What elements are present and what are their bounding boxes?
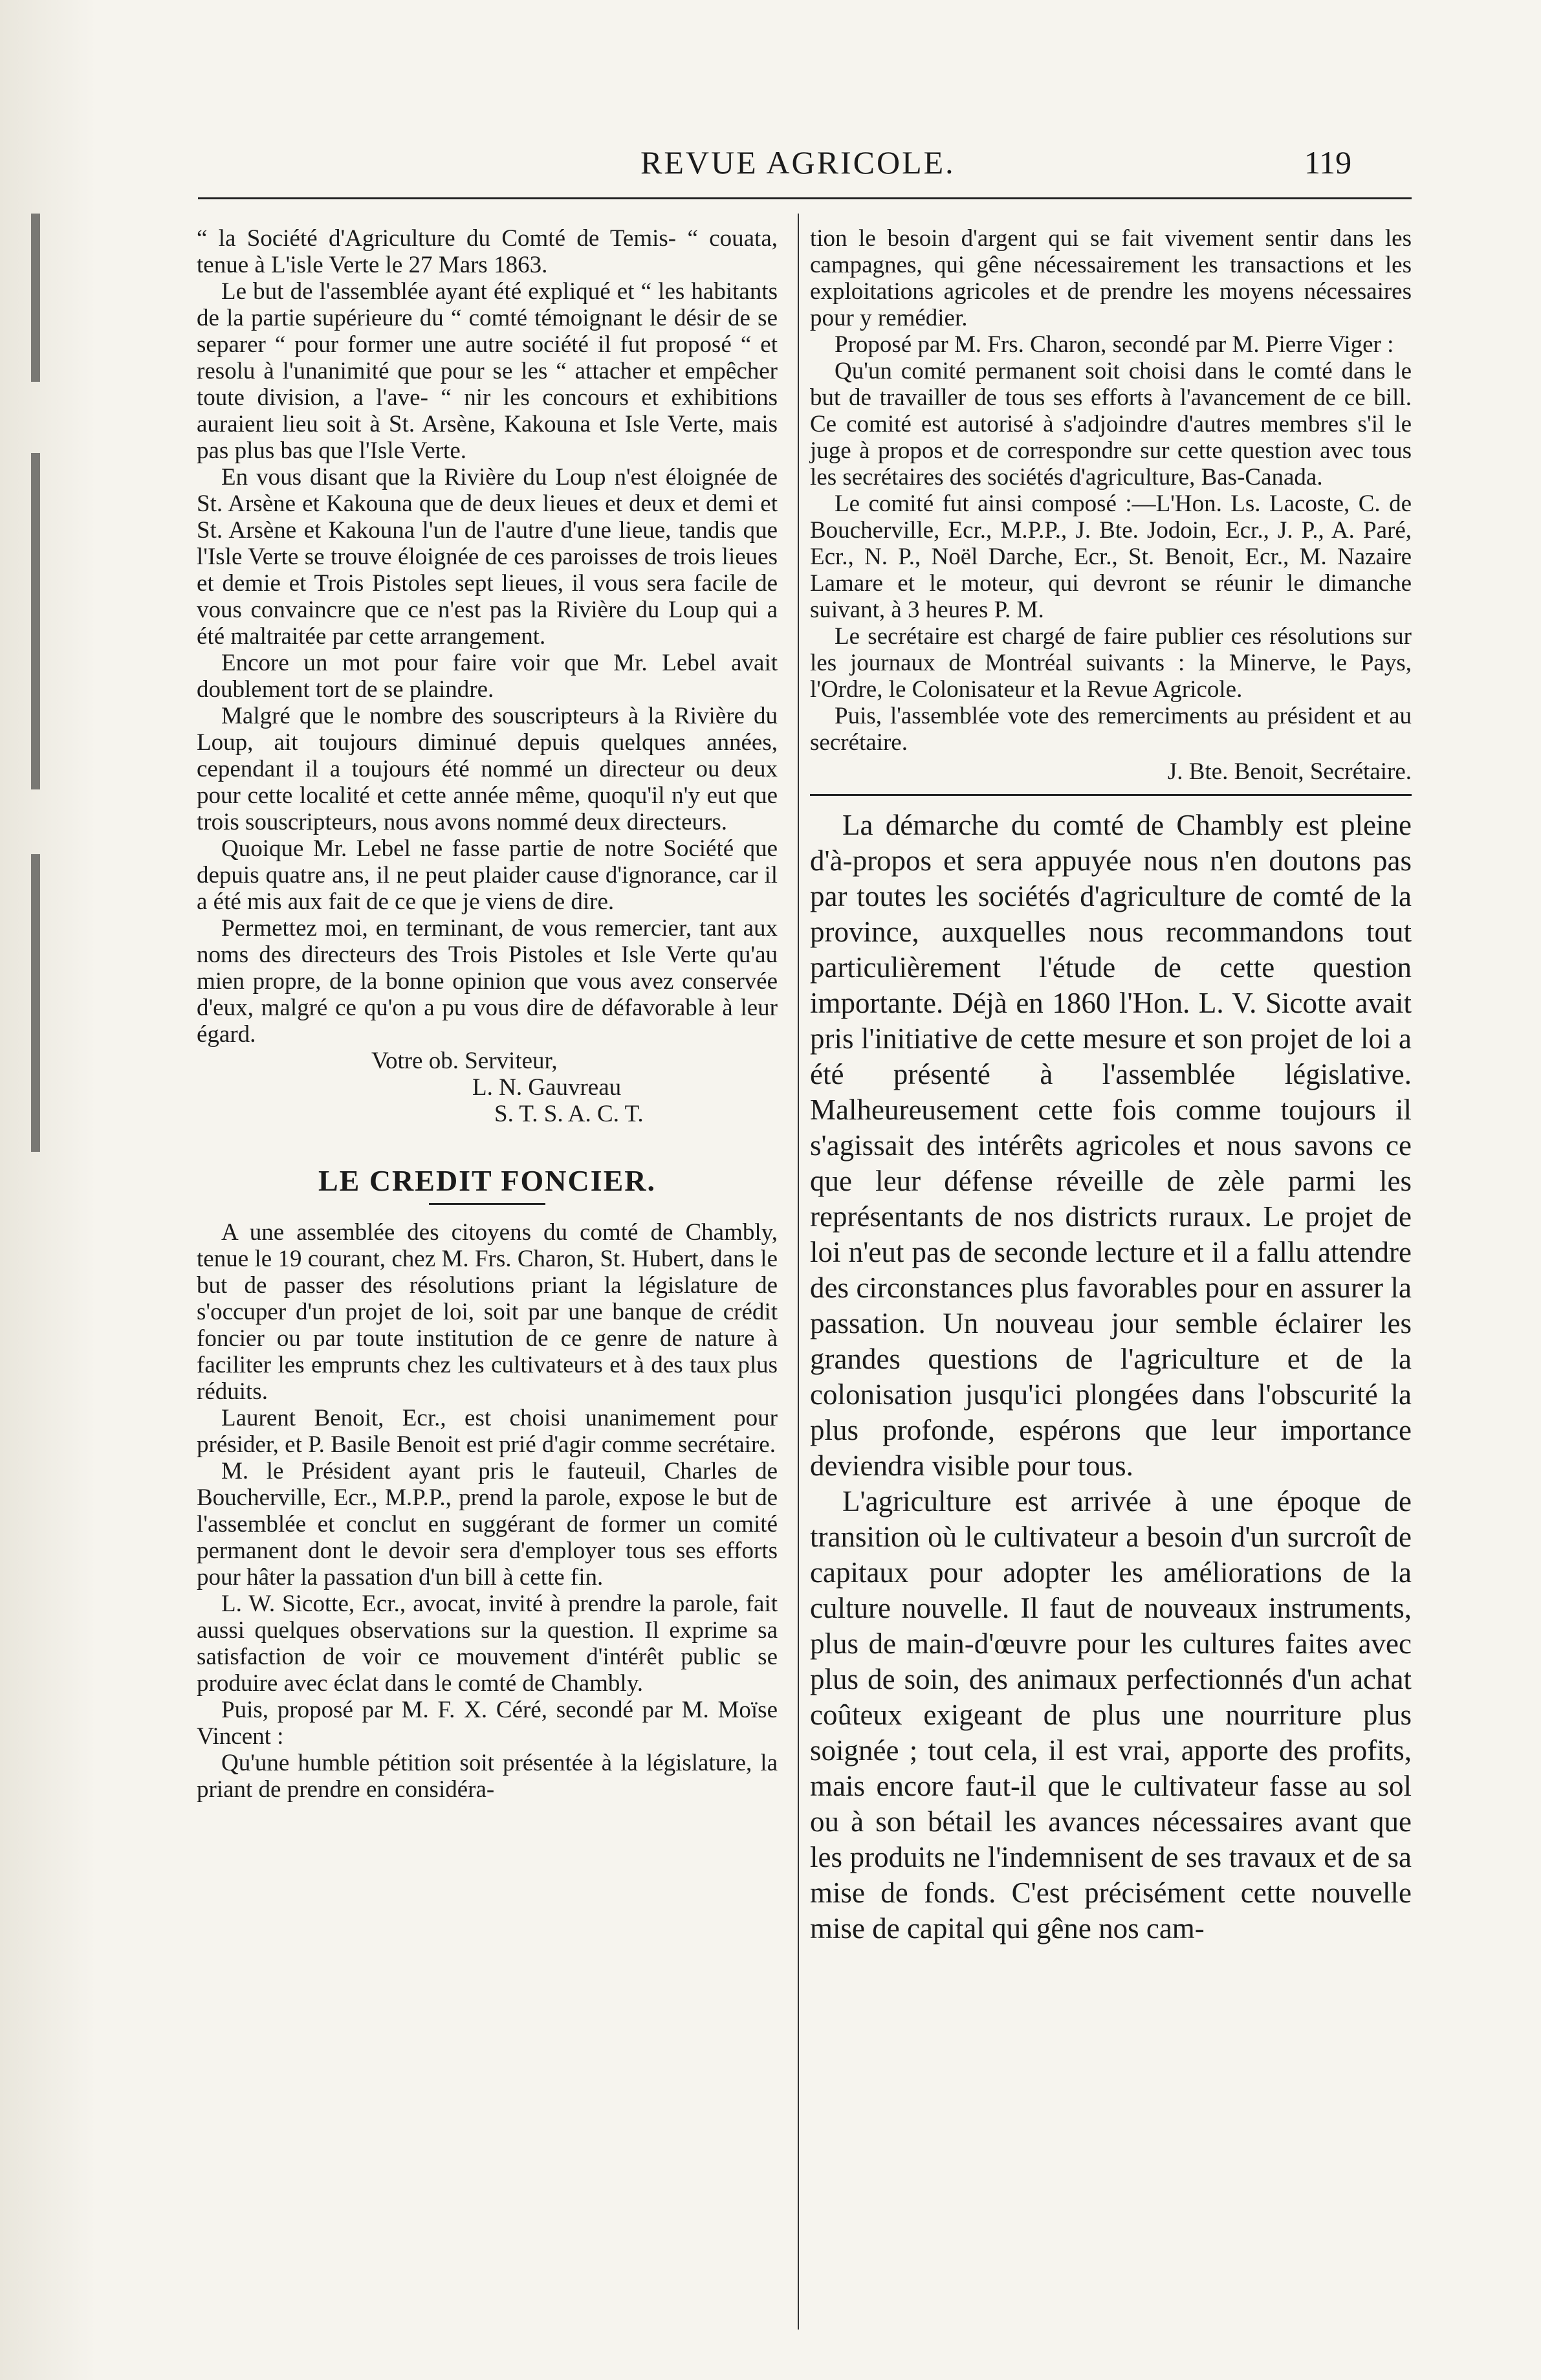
- paragraph: Qu'un comité permanent soit choisi dans le comté dans le but de travailler de tous ses efforts à l'avancement de ce bill. Ce comité est autorisé à s'adjoindre d'autres membres s'il le juge à propos et de correspondre sur cette question avec tous les secrétaires des sociétés d'agriculture, Bas-Canada.: [810, 358, 1412, 490]
- right-column: [810, 225, 1412, 1946]
- header-rule: [198, 197, 1412, 199]
- paragraph: M. le Président ayant pris le fauteuil, Charles de Boucherville, Ecr., M.P.P., prend la parole, expose le but de l'assemblée et conclut en suggérant de former un comité permanent dont le devoir sera d'employer tous ses efforts pour hâter la passation d'un bill à cette fin.: [197, 1458, 778, 1591]
- paragraph: tion le besoin d'argent qui se fait vivement sentir dans les campagnes, qui gêne nécessairement les transactions et les exploitations agricoles et de prendre les moyens nécessaires pour y remédier.: [810, 225, 1412, 331]
- paragraph: Le but de l'assemblée ayant été expliqué et “ les habitants de la partie supérieure du “ comté témoignant le désir de se separer “ pour former une autre société il fut proposé “ et resolu à l'unanimité que pour se les “ attacher et empêcher toute division, a l'ave- “ nir les concours et exhibitions auraient lieu soit à St. Arsène, Kakouna et Isle Verte, mais pas plus bas que l'Isle Verte.: [197, 278, 778, 464]
- section-title: LE CREDIT FONCIER.: [318, 1164, 657, 1197]
- section-title-rule: [429, 1203, 545, 1205]
- paragraph: Proposé par M. Frs. Charon, secondé par M. Pierre Viger :: [835, 331, 1394, 358]
- quoted-resolution: “ la Société d'Agriculture du Comté de Temis- “ couata, tenue à L'isle Verte le 27 Mars 1863.: [197, 225, 778, 278]
- paragraph: Qu'une humble pétition soit présentée à la législature, la priant de prendre en considéra-: [197, 1750, 778, 1803]
- paragraph: A une assemblée des citoyens du comté de Chambly, tenue le 19 courant, chez M. Frs. Charon, St. Hubert, dans le but de passer des résolutions priant la législature de s'occuper d'un projet de loi, soit par une banque de crédit foncier ou par toute institution de ce genre de nature à faciliter les emprunts chez les cultivateurs et à des taux plus réduits.: [197, 1219, 778, 1405]
- paragraph: Quoique Mr. Lebel ne fasse partie de notre Société que depuis quatre ans, il ne peut plaider cause d'ignorance, car il a été mis aux fait de ce que je viens de dire.: [197, 835, 778, 915]
- letter-closing: Votre ob. Serviteur,: [371, 1048, 558, 1074]
- end-rule: [810, 794, 1412, 796]
- paragraph: Puis, l'assemblée vote des remerciments au président et au secrétaire.: [810, 703, 1412, 756]
- paragraph: L. W. Sicotte, Ecr., avocat, invité à prendre la parole, fait aussi quelques observations sur la question. Il exprime sa satisfaction de voir ce mouvement d'intérêt public se produire avec éclat dans le comté de Chambly.: [197, 1591, 778, 1697]
- running-title: REVUE AGRICOLE.: [640, 144, 956, 181]
- paragraph: Puis, proposé par M. F. X. Céré, secondé par M. Moïse Vincent :: [197, 1697, 778, 1750]
- paragraph: En vous disant que la Rivière du Loup n'est éloignée de St. Arsène et Kakouna que de deux lieues et deux et demi et St. Arsène et Kakouna l'un de l'autre d'une lieue, tandis que l'Isle Verte se trouve éloignée de ces paroisses de trois lieues et demie et Trois Pistoles sept lieues, il vous sera facile de vous convaincre que ce n'est pas la Rivière du Loup qui a été maltraitée par cette arrangement.: [197, 464, 778, 650]
- editorial-commentary: [810, 808, 1412, 1946]
- paragraph: Laurent Benoit, Ecr., est choisi unanimement pour présider, et P. Basile Benoit est prié d'agir comme secrétaire.: [197, 1405, 778, 1458]
- left-column: [197, 225, 778, 1803]
- paragraph: Le comité fut ainsi composé :—L'Hon. Ls. Lacoste, C. de Boucherville, Ecr., M.P.P., J. Bte. Jodoin, Ecr., J. P., A. Paré, Ecr., N. P., Noël Darche, Ecr., St. Benoit, Ecr., M. Nazaire Lamare et le moteur, qui devront se réunir le dimanche suivant, à 3 heures P. M.: [810, 490, 1412, 623]
- paragraph: Malgré que le nombre des souscripteurs à la Rivière du Loup, ait toujours diminué depuis quelques années, cependant il a toujours été nommé un directeur ou deux pour cette localité et cette année même, quoqu'il n'y eut que trois souscripteurs, nous avons nommé deux directeurs.: [197, 703, 778, 835]
- paragraph: Encore un mot pour faire voir que Mr. Lebel avait doublement tort de se plaindre.: [197, 650, 778, 703]
- paragraph: Permettez moi, en terminant, de vous remercier, tant aux noms des directeurs des Trois Pistoles et Isle Verte qu'au mien propre, de la bonne opinion que vous avez conservée d'eux, malgré ce qu'on a pu vous dire de défavorable à leur égard.: [197, 915, 778, 1048]
- column-divider: [798, 214, 799, 2330]
- meeting-minutes: [810, 225, 1412, 785]
- page-number: 119: [1304, 144, 1352, 181]
- paragraph: Le secrétaire est chargé de faire publier ces résolutions sur les journaux de Montréal suivants : la Minerve, le Pays, l'Ordre, le Colonisateur et la Revue Agricole.: [810, 623, 1412, 703]
- letter-signatory-title: S. T. S. A. C. T.: [494, 1101, 644, 1127]
- secretary-signature: J. Bte. Benoit, Secrétaire.: [1167, 758, 1412, 785]
- paragraph: La démarche du comté de Chambly est pleine d'à-propos et sera appuyée nous n'en doutons pas par toutes les sociétés d'agriculture de comté de la province, auxquelles nous recommandons tout particulièrement l'étude de cette question importante. Déjà en 1860 l'Hon. L. V. Sicotte avait pris l'initiative de cette mesure et son projet de loi a été présenté à l'assemblée législative. Malheureusement cette fois comme toujours il s'agissait des intérêts agricoles et nous savons ce que leur défense réveille de zèle parmi les représentants de nos districts ruraux. Le projet de loi n'eut pas de seconde lecture et il a fallu attendre des circonstances plus favorables pour en assurer la passation. Un nouveau jour semble éclairer les grandes questions de l'agriculture et de la colonisation jusqu'ici plongées dans l'obscurité la plus profonde, espérons que leur importance deviendra visible pour tous.: [810, 809, 1412, 1482]
- paragraph: L'agriculture est arrivée à une époque de transition où le cultivateur a besoin d'un surcroît de capitaux pour adopter les améliorations de la culture nouvelle. Il faut de nouveaux instruments, plus de main-d'œuvre pour les cultures faites avec plus de soin, des animaux perfectionnés d'un achat coûteux exigeant de plus une nourriture plus soignée ; tout cela, il est vrai, apporte des profits, mais encore faut-il que le cultivateur fasse au sol ou à son bétail les avances nécessaires avant que les produits ne l'indemnisent de ses travaux et de sa mise de fonds. C'est précisément cette nouvelle mise de capital qui gêne nos cam-: [810, 1485, 1412, 1945]
- letter-signatory: L. N. Gauvreau: [472, 1074, 622, 1101]
